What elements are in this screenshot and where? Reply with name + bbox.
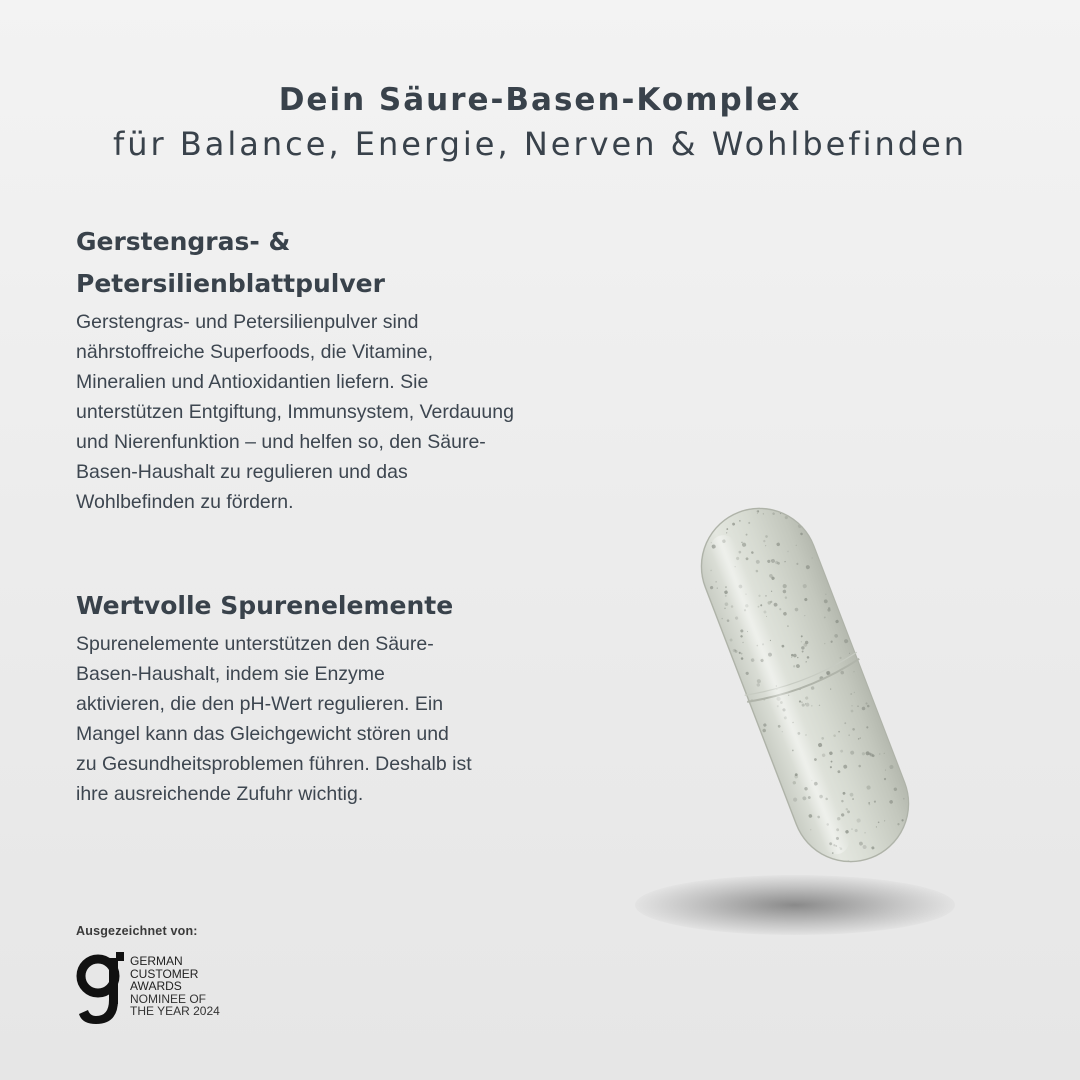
text-line: und Nierenfunktion – und helfen so, den Säure- (76, 431, 486, 453)
text-line: Basen-Haushalt zu regulieren und das (76, 461, 408, 483)
text-line: ihre ausreichende Zufuhr wichtig. (76, 783, 364, 805)
page-title: Dein Säure-Basen-Komplex (278, 82, 802, 118)
capsule-image (600, 460, 1020, 960)
text-line: unterstützen Entgiftung, Immunsystem, Verdauung (76, 401, 514, 423)
german-customer-awards-logo-icon (76, 952, 126, 1026)
award-line: AWARDS (130, 979, 182, 993)
section-barley-parsley (76, 221, 596, 517)
section-heading-line: Gerstengras- & (76, 227, 291, 256)
headline (0, 78, 1080, 166)
page-subtitle: für Balance, Energie, Nerven & Wohlbefinden (112, 125, 968, 163)
award-line: NOMINEE OF (130, 991, 207, 1006)
section-text (76, 307, 596, 517)
section-heading: Wertvolle Spurenelemente (76, 591, 454, 620)
capsule-icon (600, 460, 1020, 960)
award-line: CUSTOMER (130, 966, 199, 981)
text-line: Spurenelemente unterstützen den Säure- (76, 633, 434, 655)
section-heading (76, 221, 416, 305)
text-line: Wohlbefinden zu fördern. (76, 491, 294, 513)
award-line: GERMAN (130, 954, 183, 968)
award-line: THE YEAR 2024 (130, 1004, 220, 1018)
text-line: aktivieren, die den pH-Wert regulieren. Ein (76, 693, 444, 715)
award-block (76, 924, 220, 1018)
text-line: Mineralien und Antioxidantien liefern. Sie (76, 371, 429, 393)
section-heading-line: Petersilienblattpulver (76, 269, 385, 298)
text-line: Basen-Haushalt, indem sie Enzyme (76, 663, 385, 685)
section-trace-elements (76, 585, 546, 809)
text-line: Mangel kann das Gleichgewicht stören und (76, 723, 449, 745)
text-line: nährstoffreiche Superfoods, die Vitamine, (76, 341, 433, 363)
text-line: zu Gesundheitsproblemen führen. Deshalb ist (76, 753, 472, 775)
text-line: Gerstengras- und Petersilienpulver sind (76, 311, 419, 333)
award-text (130, 955, 270, 1018)
section-text (76, 629, 546, 809)
award-label: Ausgezeichnet von: (76, 924, 198, 938)
